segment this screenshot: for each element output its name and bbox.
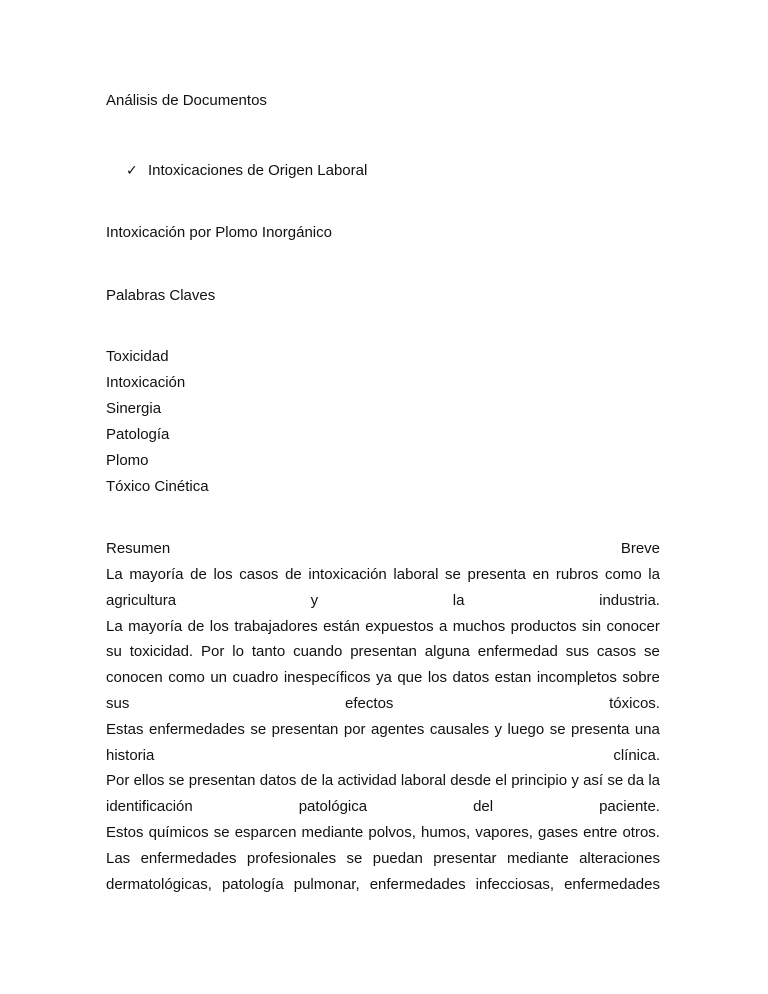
body-word: mediante: [301, 824, 364, 841]
body-word: presentar: [433, 850, 497, 867]
body-word: identificación: [106, 798, 193, 815]
body-line: [106, 772, 660, 790]
body-word: esparcen: [234, 824, 297, 841]
body-word: toxicidad.: [129, 643, 194, 660]
body-word: sin: [581, 618, 602, 635]
body-word: datos: [452, 669, 490, 686]
body-word: como: [168, 669, 205, 686]
body-word: ya: [376, 669, 392, 686]
body-word: y: [310, 592, 319, 609]
body-word: los: [427, 669, 448, 686]
body-line: [106, 669, 660, 687]
body-word: intoxicación: [308, 566, 387, 583]
body-word: una: [634, 721, 660, 738]
body-word: casos: [596, 643, 637, 660]
body-word: humos,: [421, 824, 471, 841]
body-word: patológica: [298, 798, 368, 815]
body-line: [106, 824, 660, 842]
summary-heading-left: Resumen: [106, 540, 171, 557]
body-word: se: [607, 772, 624, 789]
body-word: los: [213, 566, 233, 583]
body-word: enfermedad: [477, 643, 558, 660]
body-word: se: [445, 566, 461, 583]
body-word: sus: [106, 695, 130, 712]
body-word: el: [495, 772, 507, 789]
body-word: expuestos: [365, 618, 434, 635]
body-word: a: [438, 618, 448, 635]
body-word: se: [346, 850, 363, 867]
checklist-item-label: Intoxicaciones de Origen Laboral: [148, 162, 368, 179]
body-word: presentan: [350, 643, 417, 660]
body-word: actividad: [337, 772, 397, 789]
body-word: luego: [507, 721, 545, 738]
body-word: incompletos: [536, 669, 617, 686]
body-word: se: [168, 772, 185, 789]
body-word: la: [452, 592, 465, 609]
checklist-item: [126, 162, 367, 180]
keyword-item: Toxicidad: [106, 348, 169, 365]
body-word: mayoría: [129, 566, 184, 583]
summary-heading-right: Breve: [620, 540, 660, 557]
body-line: [106, 695, 660, 713]
body-word: efectos: [345, 695, 394, 712]
body-line: [106, 850, 660, 868]
body-word: en: [532, 566, 550, 583]
body-line: [106, 566, 660, 584]
body-line: [106, 876, 660, 894]
body-word: rubros: [555, 566, 599, 583]
body-word: muchos: [452, 618, 506, 635]
body-word: vapores,: [475, 824, 533, 841]
body-word: los: [209, 618, 229, 635]
body-word: presenta: [467, 566, 526, 583]
body-word: casos: [239, 566, 279, 583]
body-word: clínica.: [613, 747, 660, 764]
body-word: la: [648, 772, 660, 789]
check-icon: ✓: [126, 163, 138, 179]
body-word: estan: [494, 669, 532, 686]
body-word: laboral: [393, 566, 439, 583]
body-word: se: [549, 721, 566, 738]
body-word: puedan: [372, 850, 423, 867]
body-word: tanto: [251, 643, 286, 660]
body-word: La: [106, 618, 123, 635]
body-word: como: [604, 566, 642, 583]
body-word: polvos,: [368, 824, 416, 841]
body-word: Las: [106, 850, 131, 867]
body-line: [106, 618, 660, 636]
body-word: están: [323, 618, 360, 635]
body-line: [106, 592, 660, 610]
body-word: Estas: [106, 721, 144, 738]
body-word: alguna: [424, 643, 470, 660]
body-word: presentan: [271, 721, 339, 738]
body-word: ellos: [133, 772, 165, 789]
body-word: agricultura: [106, 592, 177, 609]
body-word: de: [300, 772, 318, 789]
body-word: del: [473, 798, 494, 815]
body-word: lo: [232, 643, 244, 660]
body-word: y: [494, 721, 503, 738]
body-word: Por: [106, 772, 130, 789]
body-word: otros.: [622, 824, 660, 841]
body-word: que: [397, 669, 423, 686]
body-word: productos: [510, 618, 577, 635]
document-subtitle: Intoxicación por Plomo Inorgánico: [106, 224, 332, 241]
body-word: gases: [537, 824, 579, 841]
body-word: sobre: [622, 669, 660, 686]
body-word: enfermedades: [140, 850, 237, 867]
body-word: mayoría: [128, 618, 183, 635]
body-word: mediante: [506, 850, 569, 867]
body-word: dermatológicas,: [106, 876, 212, 893]
body-line: [106, 798, 660, 816]
body-word: se: [213, 824, 230, 841]
body-word: desde: [450, 772, 492, 789]
body-word: conocen: [106, 669, 163, 686]
body-word: da: [627, 772, 645, 789]
body-word: químicos: [148, 824, 209, 841]
summary-heading: [106, 540, 660, 558]
body-word: así: [583, 772, 604, 789]
body-word: tóxicos.: [609, 695, 660, 712]
body-word: y: [571, 772, 579, 789]
body-word: profesionales: [246, 850, 337, 867]
body-word: enfermedades: [369, 876, 466, 893]
keyword-item: Plomo: [106, 452, 149, 469]
body-word: enfermedades: [148, 721, 245, 738]
body-word: la: [648, 566, 660, 583]
body-word: laboral: [400, 772, 446, 789]
body-word: trabajadores: [234, 618, 318, 635]
body-word: enfermedades: [564, 876, 660, 893]
body-word: paciente.: [599, 798, 660, 815]
body-word: se: [644, 643, 660, 660]
keyword-item: Sinergia: [106, 400, 162, 417]
body-word: sus: [565, 643, 590, 660]
body-word: entre: [583, 824, 618, 841]
document-title: Análisis de Documentos: [106, 92, 267, 109]
body-word: causales: [429, 721, 490, 738]
body-word: principio: [511, 772, 568, 789]
body-word: alteraciones: [579, 850, 660, 867]
keyword-item: Intoxicación: [106, 374, 186, 391]
body-word: inespecíficos: [283, 669, 371, 686]
body-word: presentan: [188, 772, 256, 789]
keyword-item: Tóxico Cinética: [106, 478, 209, 495]
body-word: por: [343, 721, 366, 738]
body-word: Por: [201, 643, 225, 660]
body-word: se: [250, 721, 267, 738]
body-word: infecciosas,: [475, 876, 555, 893]
body-word: de: [285, 566, 302, 583]
body-line: [106, 747, 660, 765]
body-word: pulmonar,: [293, 876, 360, 893]
body-line: [106, 643, 660, 661]
body-word: la: [321, 772, 334, 789]
body-word: agentes: [371, 721, 425, 738]
body-word: industria.: [599, 592, 660, 609]
body-word: un: [210, 669, 228, 686]
body-word: de: [187, 618, 205, 635]
keyword-item: Patología: [106, 426, 170, 443]
body-word: presenta: [571, 721, 630, 738]
body-word: conocer: [606, 618, 660, 635]
body-word: historia: [106, 747, 155, 764]
body-line: [106, 721, 660, 739]
body-word: Estos: [106, 824, 144, 841]
body-word: de: [190, 566, 207, 583]
keywords-heading: Palabras Claves: [106, 287, 216, 304]
body-word: La: [106, 566, 123, 583]
body-word: su: [106, 643, 122, 660]
body-word: cuando: [293, 643, 343, 660]
body-word: cuadro: [232, 669, 279, 686]
body-word: datos: [259, 772, 297, 789]
body-word: patología: [221, 876, 284, 893]
